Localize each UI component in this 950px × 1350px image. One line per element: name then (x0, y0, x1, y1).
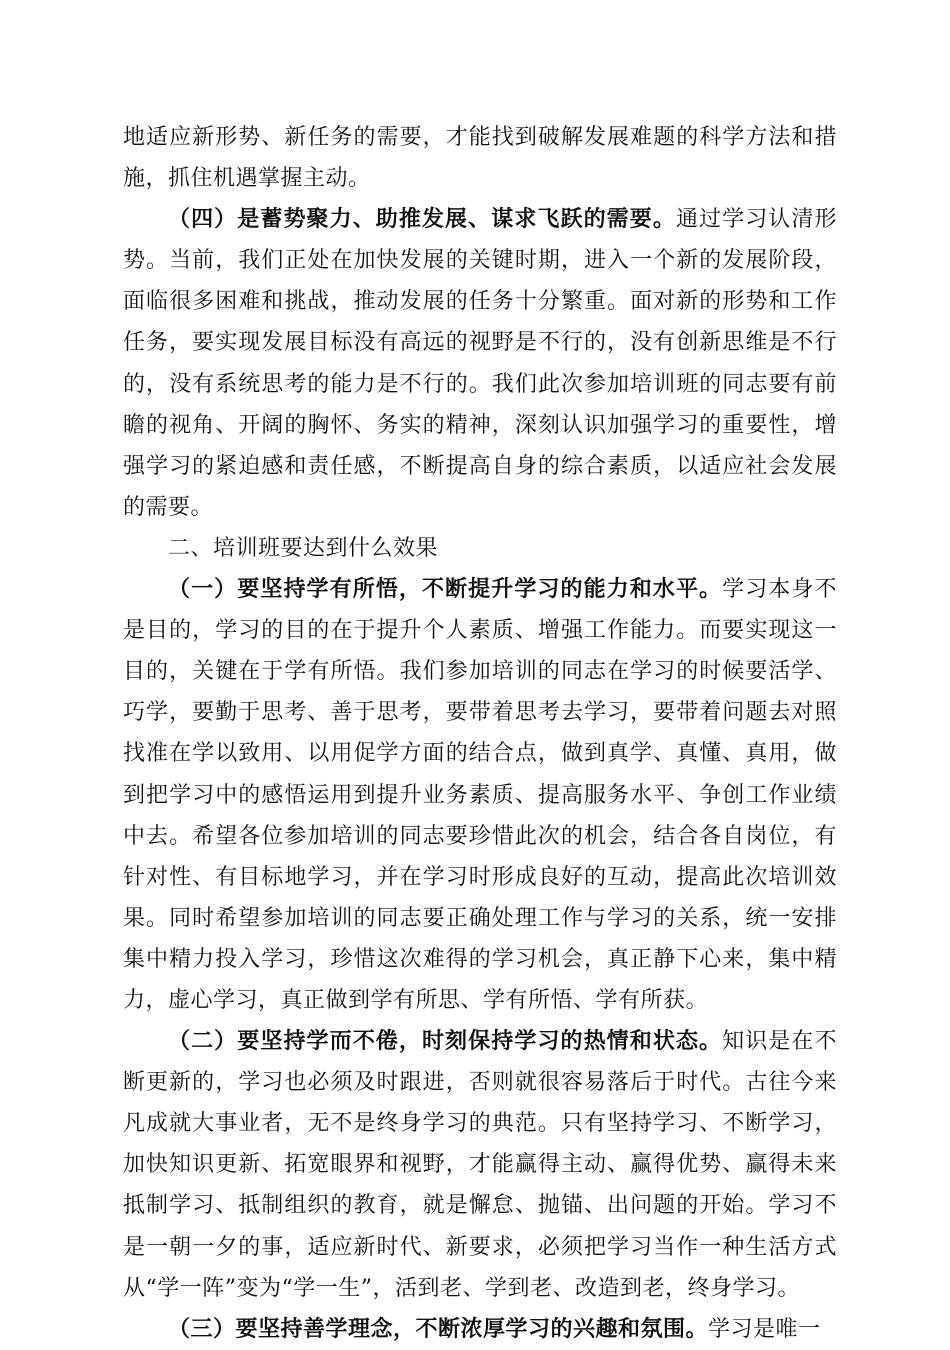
document-body (123, 117, 837, 1350)
section-heading-2 (123, 528, 837, 569)
paragraph-text: 学习本身不是目的，学习的目的在于提升个人素质、增强工作能力。而要实现这一目的，关键在于学有所悟。我们参加培训的同志在学习的时候要活学、巧学，要勤于思考、善于思考，要带着思考去学习，要带着问题去对照找准在学以致用、以用促学方面的结合点，做到真学、真懂、真用，做到把学习中的感悟运用到提升业务素质、提高服务水平、争创工作业绩中去。希望各位参加培训的同志要珍惜此次的机会，结合各自岗位，有针对性、有目标地学习，并在学习时形成良好的互动，提高此次培训效果。同时希望参加培训的同志要正确处理工作与学习的关系，统一安排集中精力投入学习，珍惜这次难得的学习机会，真正静下心来，集中精力，虚心学习，真正做到学有所思、学有所悟、学有所获。 (123, 577, 837, 1013)
section-heading-text: 二、培训班要达到什么效果 (168, 535, 439, 561)
paragraph-text: 地适应新形势、新任务的需要，才能找到破解发展难题的科学方法和措施，抓住机遇掌握主动。 (123, 125, 837, 192)
paragraph-heading: （三）要坚持善学理念，不断浓厚学习的兴趣和氛围。 (168, 1315, 709, 1342)
paragraph-heading: （四）是蓄势聚力、助推发展、谋求飞跃的需要。 (168, 206, 676, 233)
paragraph-continuation (123, 117, 837, 199)
paragraph-heading: （一）要坚持学有所悟，不断提升学习的能力和水平。 (168, 576, 723, 603)
paragraph-text: 知识是在不断更新的，学习也必须及时跟进，否则就很容易落后于时代。古往今来凡成就大事业者，无不是终身学习的典范。只有坚持学习、不断学习，加快知识更新、拓宽眼界和视野，才能赢得主动、赢得优势、赢得未来抵制学习、抵制组织的教育，就是懈怠、抛锚、出问题的开始。学习不是一朝一夕的事，适应新时代、新要求，必须把学习当作一种生活方式从“学一阵”变为“学一生”，活到老、学到老、改造到老，终身学习。 (123, 1029, 837, 1301)
paragraph-text: 通过学习认清形势。当前，我们正处在加快发展的关键时期，进入一个新的发展阶段，面临很多困难和挑战，推动发展的任务十分繁重。面对新的形势和工作任务，要实现发展目标没有高远的视野是不行的，没有创新思维是不行的，没有系统思考的能力是不行的。我们此次参加培训班的同志要有前瞻的视角、开阔的胸怀、务实的精神，深刻认识加强学习的重要性，增强学习的紧迫感和责任感，不断提高自身的综合素质，以适应社会发展的需要。 (123, 207, 837, 520)
paragraph-subsection-2 (123, 1021, 837, 1309)
paragraph-subsection-1 (123, 569, 837, 1021)
paragraph-heading: （二）要坚持学而不倦，时刻保持学习的热情和状态。 (168, 1028, 723, 1055)
paragraph-text: 学习是唯一 (708, 1316, 821, 1342)
paragraph-section-4 (123, 199, 837, 528)
